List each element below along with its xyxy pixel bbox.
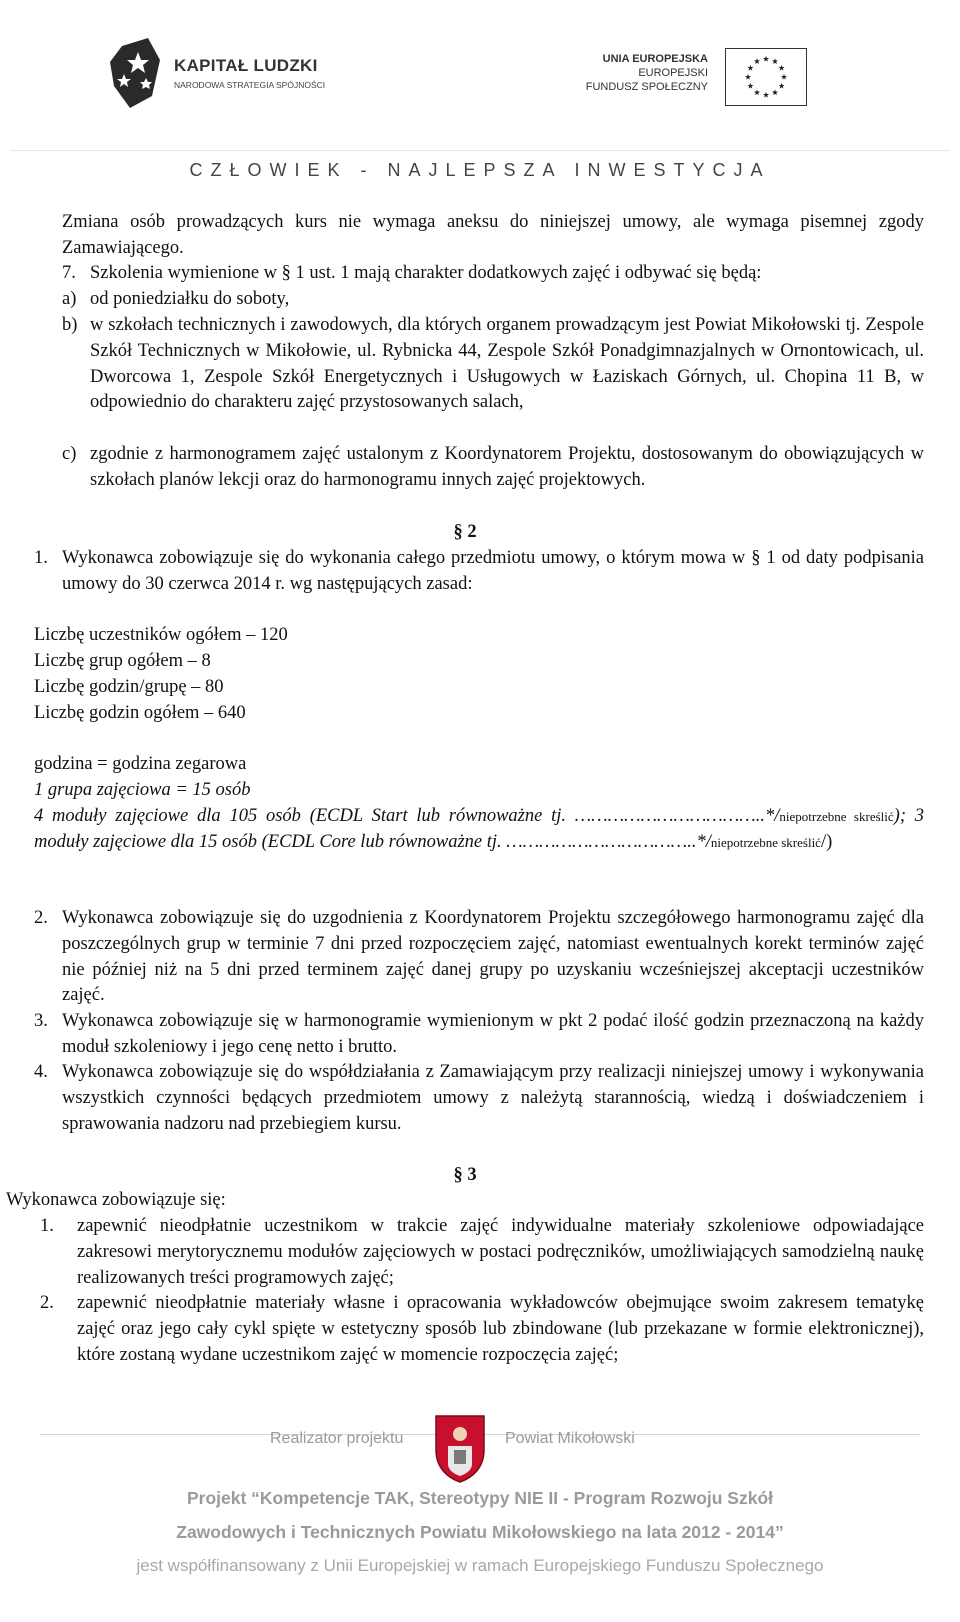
kapital-ludzki-logo bbox=[108, 38, 348, 110]
modules-part-b: ); 3 moduły zajęciowe dla 15 osób (ECDL Core lub równoważne tj. ……………………………..*/ bbox=[34, 806, 925, 852]
footer-project-line-1: Projekt “Kompetencje TAK, Stereotypy NIE II - Program Rozwoju Szkół bbox=[186, 1488, 774, 1508]
eu-logo-text bbox=[586, 52, 708, 94]
section-2-heading: § 2 bbox=[453, 522, 477, 542]
s2-item-2-number: 2. bbox=[34, 908, 48, 928]
count-hours-per-group: Liczbę godzin/grupę – 80 bbox=[34, 677, 224, 697]
footer-project-line-3: jest współfinansowany z Unii Europejskiej w ramach Europejskiego Funduszu Społecznego bbox=[136, 1556, 824, 1575]
footer-realizator: Realizator projektu bbox=[270, 1430, 404, 1447]
count-groups: Liczbę grup ogółem – 8 bbox=[34, 651, 211, 671]
s2-item-3-text: Wykonawca zobowiązuje się w harmonogramie wymienionym w pkt 2 podać ilość godzin przeznaczoną na każdy moduł szkoleniowy i jego cenę netto i brutto. bbox=[62, 1011, 924, 1057]
s2-item-1-number: 1. bbox=[34, 548, 48, 568]
item-c-label: c) bbox=[62, 444, 77, 464]
eu-logo bbox=[585, 48, 820, 118]
s3-item-1-number: 1. bbox=[40, 1216, 54, 1236]
item-c-text: zgodnie z harmonogramem zajęć ustalonym z Koordynatorem Projektu, dostosowanym do obowiązujących w szkołach planów lekcji oraz do harmonogramu innych zajęć projektowych. bbox=[90, 444, 924, 490]
kapital-ludzki-title: KAPITAŁ LUDZKI bbox=[174, 56, 318, 75]
eu-line-3: FUNDUSZ SPOŁECZNY bbox=[585, 81, 708, 93]
footer-project-line-2: Zawodowych i Technicznych Powiatu Mikołowskiego na lata 2012 - 2014” bbox=[176, 1522, 784, 1542]
page-header bbox=[0, 0, 960, 200]
footer-powiat: Powiat Mikołowski bbox=[505, 1430, 635, 1447]
definition-group: 1 grupa zajęciowa = 15 osób bbox=[34, 780, 251, 800]
s3-intro: Wykonawca zobowiązuje się: bbox=[6, 1190, 226, 1210]
s2-item-4-text: Wykonawca zobowiązuje się do współdziałania z Zamawiającym przy realizacji niniejszej umowy i wykonywania wszystkich czynności będących przedmiotem umowy z należytą starannością, wiedzą i doświadczeniem i sprawowania nadzoru nad przebiegiem kursu. bbox=[62, 1062, 924, 1134]
modules-paragraph bbox=[34, 804, 924, 856]
s3-item-2-number: 2. bbox=[40, 1293, 54, 1313]
page-footer bbox=[0, 1404, 960, 1622]
eu-line-1: UNIA EUROPEJSKA bbox=[602, 53, 708, 65]
modules-note-1: niepotrzebne skreślić bbox=[779, 809, 894, 824]
item-7-text: Szkolenia wymienione w § 1 ust. 1 mają charakter dodatkowych zajęć i odbywać się będą: bbox=[90, 263, 762, 283]
intro-paragraph: Zmiana osób prowadzących kurs nie wymaga aneksu do niniejszej umowy, ale wymaga pisemnej zgody Zamawiającego. bbox=[62, 212, 924, 258]
section-3-heading: § 3 bbox=[453, 1165, 477, 1185]
header-slogan: CZŁOWIEK - NAJLEPSZA INWESTYCJA bbox=[189, 160, 771, 180]
count-hours-total: Liczbę godzin ogółem – 640 bbox=[34, 703, 246, 723]
powiat-crest-icon bbox=[432, 1412, 488, 1484]
s2-item-1-text: Wykonawca zobowiązuje się do wykonania całego przedmiotu umowy, o którym mowa w § 1 od daty podpisania umowy do 30 czerwca 2014 r. wg następujących zasad: bbox=[62, 548, 924, 594]
s3-item-2-text: zapewnić nieodpłatnie materiały własne i opracowania wykładowców obejmujące swoim zakresem tematykę zajęć oraz jego cały cykl spięte w estetyczny sposób lub zbindowane (lub przekazane w formie elektronicznej), które zostaną wydane uczestnikom zajęć w momencie rozpoczęcia zajęć; bbox=[77, 1293, 924, 1365]
item-b-text: w szkołach technicznych i zawodowych, dla których organem prowadzącym jest Powiat Mikołowski tj. Zespole Szkół Technicznych w Mikołowie, ul. Rybnicka 44, Zespole Szkół Ponadgimnazjalnych w Ornontowicach, ul. Dworcowa 1, Zespole Szkół Energetycznych i Usługowych w Łaziskach Górnych, ul. Chopina 11 B, w odpowiednio do charakteru zajęć przystosowanych salach, bbox=[90, 315, 924, 413]
modules-part-a: 4 moduły zajęciowe dla 105 osób (ECDL Start lub równoważne tj. ……………………………..*/ bbox=[34, 806, 780, 826]
eu-line-2: EUROPEJSKI bbox=[638, 67, 708, 79]
s3-item-1-text: zapewnić nieodpłatnie uczestnikom w trakcie zajęć indywidualne materiały szkoleniowe odpowiadające zakresowi merytorycznemu modułów zajęciowych w postaci podręczników, umożliwiających samodzielną naukę realizowanych treści programowych zajęć; bbox=[77, 1216, 924, 1288]
modules-note-2: niepotrzebne skreślić bbox=[710, 834, 821, 850]
kapital-ludzki-emblem-icon bbox=[108, 38, 164, 108]
s2-item-4-number: 4. bbox=[34, 1062, 48, 1082]
s2-item-2-text: Wykonawca zobowiązuje się do uzgodnienia z Koordynatorem Projektu szczegółowego harmonogramu zajęć dla poszczególnych grup w terminie 7 dni przed rozpoczęciem zajęć, natomiast ewentualnych korekt terminów zajęć nie później niż na 5 dni przed terminem zajęć danej grupy po uzyskaniu wcześniejszej akceptacji uczestników zajęć. bbox=[62, 908, 924, 1006]
item-b-label: b) bbox=[62, 315, 78, 335]
item-a-label: a) bbox=[62, 289, 77, 309]
s2-item-3-number: 3. bbox=[34, 1011, 48, 1031]
header-divider bbox=[10, 150, 950, 151]
modules-close: /) bbox=[820, 831, 833, 852]
item-7-number: 7. bbox=[62, 263, 76, 283]
eu-flag-icon bbox=[725, 48, 807, 106]
count-participants: Liczbę uczestników ogółem – 120 bbox=[34, 625, 288, 645]
kapital-ludzki-subtitle: NARODOWA STRATEGIA SPÓJNOŚCI bbox=[174, 80, 326, 90]
definition-hour: godzina = godzina zegarowa bbox=[34, 754, 247, 774]
item-a-text: od poniedziałku do soboty, bbox=[90, 289, 290, 309]
